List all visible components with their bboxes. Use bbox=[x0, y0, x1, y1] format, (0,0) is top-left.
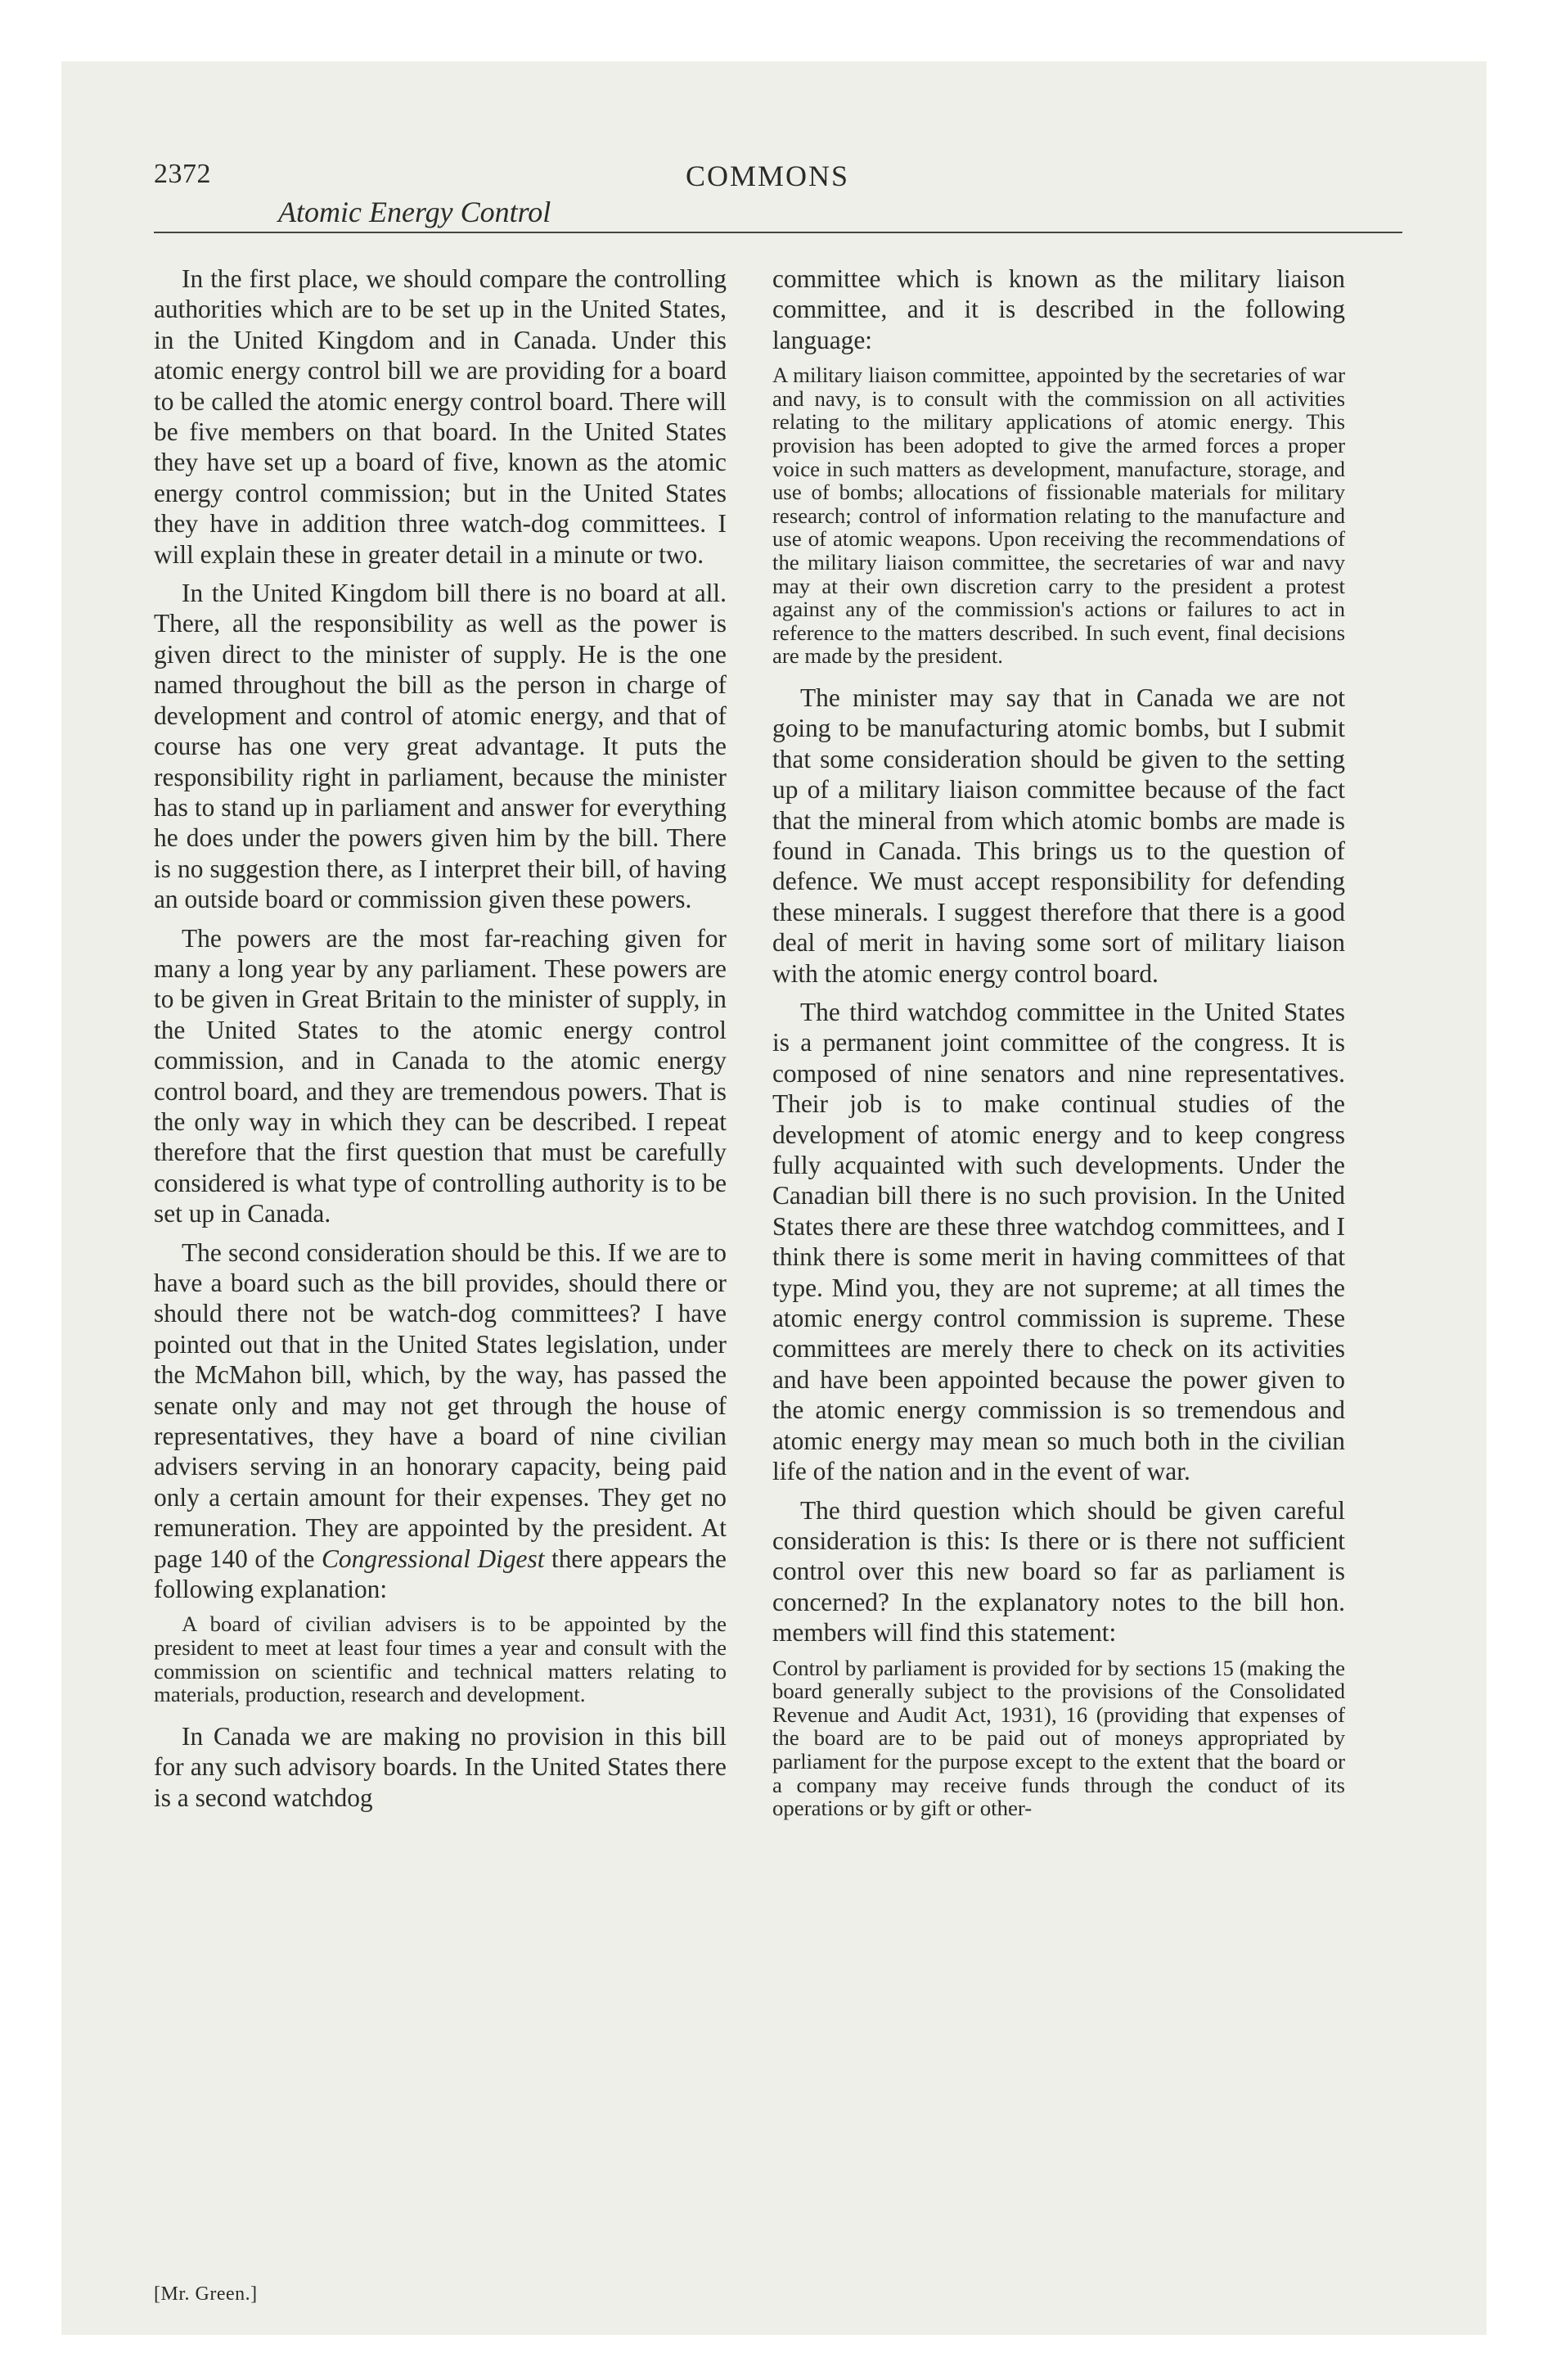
block-quote: A board of civilian advisers is to be appointed by the president to meet at least four times a year and consult with the commission on scientific and technical matters relating to materials, production, research and development. bbox=[154, 1611, 727, 1707]
header-rule bbox=[154, 232, 1402, 233]
paragraph: The minister may say that in Canada we are not going to be manufacturing atomic bombs, but I submit that some consideration should be given to the setting up of a military liaison committee because of the fact that the mineral from which atomic bombs are made is found in Canada. This brings us to the question of defence. We must accept responsibility for defending these minerals. I suggest therefore that there is a good deal of merit in having some sort of military liaison with the atomic energy control board. bbox=[772, 683, 1345, 988]
running-head: COMMONS bbox=[686, 160, 850, 192]
paragraph: The third question which should be given careful consideration is this: Is there or is there not sufficient control over this new board so far as parliament is concerned? In the explanatory notes to the bill hon. members will find this statement: bbox=[772, 1495, 1345, 1648]
block-quote: Control by parliament is provided for by sections 15 (making the board generally subject to the provisions of the Consolidated Revenue and Audit Act, 1931), 16 (providing that expenses of the board are to be paid out of moneys appropriated by parliament for the purpose except to the extent that the board or a company may receive funds through the conduct of its operations or by gift or other- bbox=[772, 1655, 1345, 1821]
paragraph-continuation: committee which is known as the military liaison committee, and it is described in the following language: bbox=[772, 264, 1345, 354]
paragraph bbox=[154, 1237, 727, 1605]
subject-heading: Atomic Energy Control bbox=[278, 196, 551, 228]
block-quote: A military liaison committee, appointed by the secretaries of war and navy, is to consult with the commission on all activities relating to the military applications of atomic energy. This provision has been adopted to give the armed forces a proper voice in such matters as development, manufacture, storage, and use of bombs; allocations of fissionable materials for military research; control of information relating to the manufacture and use of atomic weapons. Upon receiving the recommendations of the military liaison committee, the secretaries of war and navy may at their own discretion carry to the president a protest against any of the commission's actions or failures to act in reference to the matters described. In such event, final decisions are made by the president. bbox=[772, 363, 1345, 669]
publication-title: Congressional Digest bbox=[321, 1544, 545, 1573]
paragraph-text: there appears the following explanation: bbox=[154, 1544, 727, 1604]
paragraph: The third watchdog committee in the United States is a permanent joint committee of the congress. It is composed of nine senators and nine representatives. Their job is to make continual studies of the development of atomic energy and to keep congress fully acquainted with such developments. Under the Canadian bill there is no such provision. In the United States there are these three watchdog committees, and I think there is some merit in having committees of that type. Mind you, they are not supreme; at all times the atomic energy control commission is supreme. These committees are merely there to check on its activities and have been appointed because the power given to the atomic energy commission is so tremendous and atomic energy may mean so much both in the civilian life of the nation and in the event of war. bbox=[772, 998, 1345, 1486]
paragraph: The powers are the most far-reaching given for many a long year by any parliament. These powers are to be given in Great Britain to the minister of supply, in the United States to the atomic energy control commission, and in Canada to the atomic energy control board, and they are tremendous powers. That is the only way in which they can be described. I repeat therefore that the first question that must be carefully considered is what type of controlling authority is to be set up in Canada. bbox=[154, 923, 727, 1228]
page-number: 2372 bbox=[154, 159, 211, 189]
speaker-attribution: [Mr. Green.] bbox=[154, 2283, 258, 2305]
paragraph: In the first place, we should compare the controlling authorities which are to be set up in the United States, in the United Kingdom and in Canada. Under this atomic energy control bill we are providing for a board to be called the atomic energy control board. There will be five members on that board. In the United States they have set up a board of five, known as the atomic energy control commission; but in the United States they have in addition three watch-dog committees. I will explain these in greater detail in a minute or two. bbox=[154, 264, 727, 569]
paragraph: In the United Kingdom bill there is no board at all. There, all the responsibility as well as the power is given direct to the minister of supply. He is the one named throughout the bill as the person in charge of development and control of atomic energy, and that of course has one very great advantage. It puts the responsibility right in parliament, because the minister has to stand up in parliament and answer for everything he does under the powers given him by the bill. There is no suggestion there, as I interpret their bill, of having an outside board or commission given these powers. bbox=[154, 579, 727, 914]
right-column bbox=[772, 264, 1345, 1835]
paragraph: In Canada we are making no provision in this bill for any such advisory boards. In the United States there is a second watchdog bbox=[154, 1721, 727, 1812]
paragraph-text: The second consideration should be this. If we are to have a board such as the bill provides, should there or should there not be watch-dog committees? I have pointed out that in the United States legislation, under the McMahon bill, which, by the way, has passed the senate only and may not get through the house of representatives, they have a board of nine civilian advisers serving in an honorary capacity, being paid only a certain amount for their expenses. They get no remuneration. They are appointed by the president. At page 140 of the bbox=[154, 1237, 727, 1573]
left-column bbox=[154, 264, 727, 1821]
